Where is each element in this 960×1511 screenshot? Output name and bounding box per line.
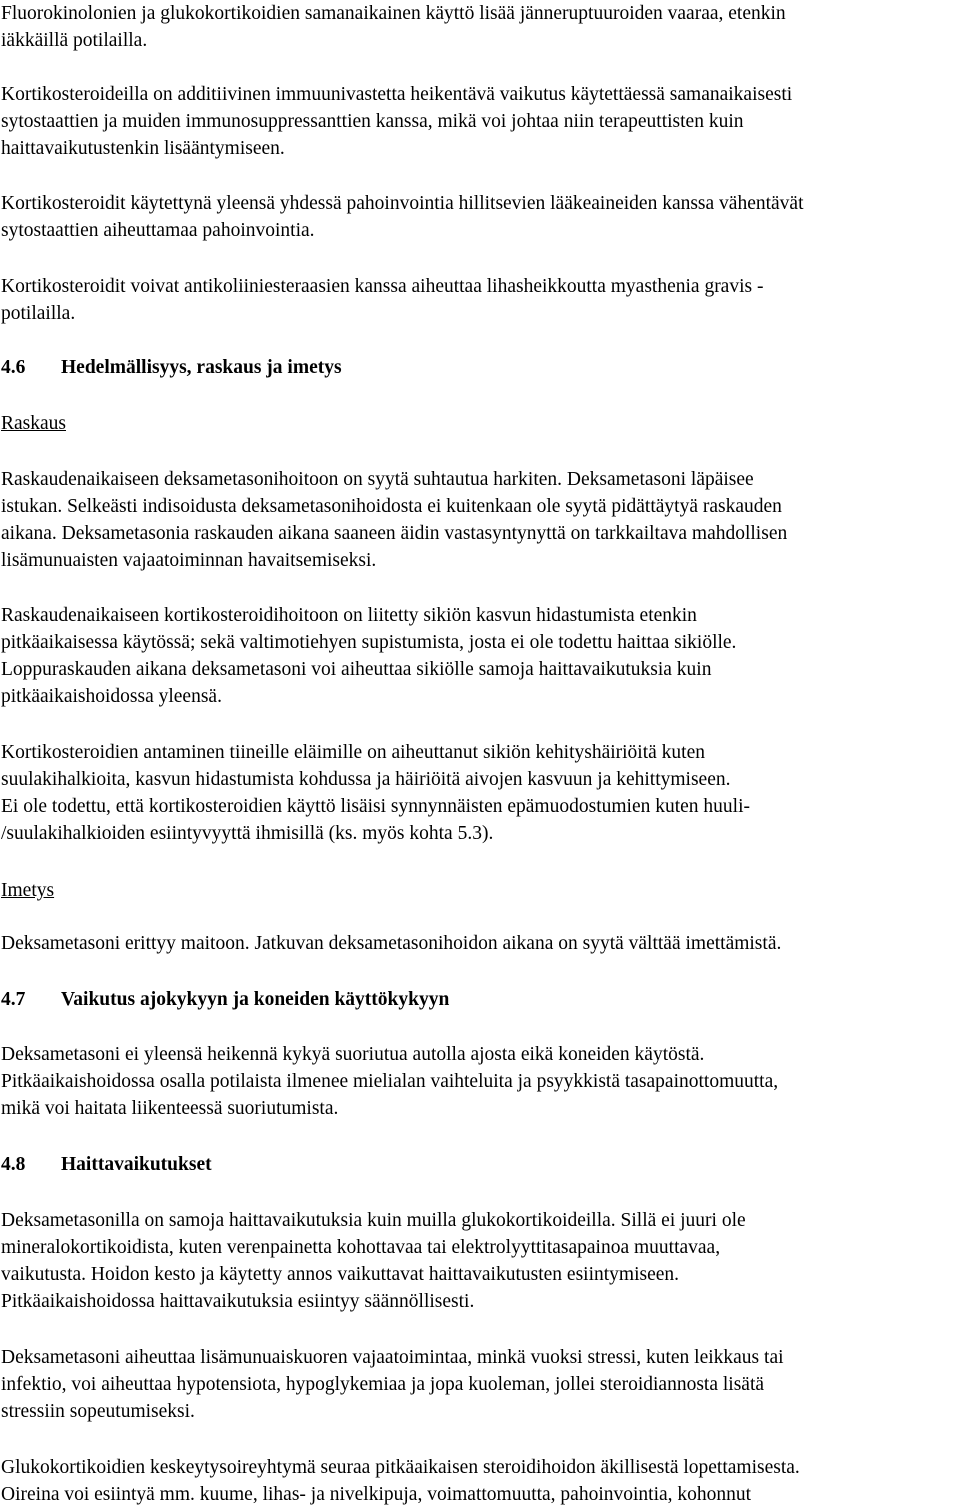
text-line: Kortikosteroidit käytettynä yleensä yhdessä pahoinvointia hillitsevien lääkeaineiden kanssa vähentävät: [1, 193, 804, 214]
section-heading-4-6: [1, 354, 951, 381]
text-line: Pitkäaikaishoidossa haittavaikutuksia esiintyy säännöllisesti.: [1, 1291, 475, 1312]
paragraph-myasthenia: [1, 273, 951, 327]
text-line: Raskaudenaikaiseen deksametasonihoitoon on syytä suhtautua harkiten. Deksametasoni läpäisee: [1, 469, 754, 490]
section-number: 4.8: [1, 1154, 26, 1175]
paragraph-raskaus-1: [1, 466, 951, 574]
text-line: iäkkäillä potilailla.: [1, 30, 148, 51]
text-line: Fluorokinolonien ja glukokortikoidien samanaikainen käyttö lisää jänneruptuuroiden vaaraa, etenkin: [1, 3, 786, 24]
text-line: lisämunuaisten vajaatoiminnan havaitsemiseksi.: [1, 550, 377, 571]
text-line: aikana. Deksametasonia raskauden aikana saaneen äidin vastasyntynyttä on tarkkailtava mahdollisen: [1, 523, 788, 544]
paragraph-raskaus-2: [1, 602, 951, 710]
text-line: sytostaattien aiheuttamaa pahoinvointia.: [1, 220, 315, 241]
text-line: Deksametasonilla on samoja haittavaikutuksia kuin muilla glukokortikoideilla. Sillä ei juuri ole: [1, 1210, 746, 1231]
section-title: Vaikutus ajokykyyn ja koneiden käyttökykyyn: [61, 989, 450, 1010]
text-line: istukan. Selkeästi indisoidusta deksametasonihoidosta ei kuitenkaan ole syytä pidättäytyä raskauden: [1, 496, 782, 517]
section-heading-4-8: [1, 1151, 951, 1178]
section-number: 4.7: [1, 989, 26, 1010]
text-line: sytostaattien ja muiden immunosuppressanttien kanssa, mikä voi johtaa niin terapeuttisten kuin: [1, 111, 744, 132]
text-line: Loppuraskauden aikana deksametasoni voi aiheuttaa sikiölle samoja haittavaikutuksia kuin: [1, 659, 712, 680]
paragraph-imetys: [1, 930, 951, 957]
text-line: Raskaudenaikaiseen kortikosteroidihoitoon on liitetty sikiön kasvun hidastumista etenkin: [1, 605, 697, 626]
subheading-imetys: Imetys: [1, 880, 55, 901]
text-line: Kortikosteroideilla on additiivinen immuunivastetta heikentävä vaikutus käytettäessä samanaikaisesti: [1, 84, 793, 105]
text-line: Kortikosteroidien antaminen tiineille eläimille on aiheuttanut sikiön kehityshäiriöitä kuten: [1, 742, 705, 763]
text-line: suulakihalkioita, kasvun hidastumista kohdussa ja häiriöitä aivojen kasvuun ja kehittymiseen.: [1, 769, 731, 790]
section-heading-4-7: [1, 986, 951, 1013]
paragraph-haittavaikutukset-1: [1, 1207, 951, 1315]
paragraph-immuunivaste: [1, 81, 951, 162]
paragraph-fluorokinolonit: [1, 0, 951, 54]
text-line: mikä voi haitata liikenteessä suoriutumista.: [1, 1098, 339, 1119]
text-line: stressiin sopeutumiseksi.: [1, 1401, 195, 1422]
text-line: pitkäaikaishoidossa yleensä.: [1, 686, 222, 707]
paragraph-lisamunuainen: [1, 1344, 951, 1425]
text-line: mineralokortikoidista, kuten verenpainetta kohottavaa tai elektrolyyttitasapainoa muuttavaa,: [1, 1237, 721, 1258]
paragraph-ajokyky: [1, 1041, 951, 1122]
paragraph-keskeytysoireyhtyma: [1, 1454, 951, 1508]
text-line: potilailla.: [1, 303, 76, 324]
text-line: pitkäaikaisessa käytössä; sekä valtimotiehyen supistumista, josta ei ole todettu haittaa sikiölle.: [1, 632, 737, 653]
text-line: Deksametasoni ei yleensä heikennä kykyä suoriutua autolla ajosta eikä koneiden käytöstä.: [1, 1044, 705, 1065]
text-line: Deksametasoni erittyy maitoon. Jatkuvan deksametasonihoidon aikana on syytä välttää imettämistä.: [1, 933, 782, 954]
text-line: vaikutusta. Hoidon kesto ja käytetty annos vaikuttavat haittavaikutusten esiintymiseen.: [1, 1264, 680, 1285]
text-line: Kortikosteroidit voivat antikoliiniesteraasien kanssa aiheuttaa lihasheikkoutta myasthenia gravis -: [1, 276, 764, 297]
text-line: /suulakihalkioiden esiintyvyyttä ihmisillä (ks. myös kohta 5.3).: [1, 823, 494, 844]
text-line: Deksametasoni aiheuttaa lisämunuaiskuoren vajaatoimintaa, minkä vuoksi stressi, kuten leikkaus tai: [1, 1347, 784, 1368]
text-line: infektio, voi aiheuttaa hypotensiota, hypoglykemiaa ja jopa kuoleman, jollei steroidiannosta lisätä: [1, 1374, 765, 1395]
paragraph-elainkokeet: [1, 739, 951, 847]
text-line: Ei ole todettu, että kortikosteroidien käyttö lisäisi synnynnäisten epämuodostumien kuten huuli-: [1, 796, 750, 817]
text-line: haittavaikutustenkin lisääntymiseen.: [1, 138, 285, 159]
text-line: Oireina voi esiintyä mm. kuume, lihas- ja nivelkipuja, voimattomuutta, pahoinvointia, kohonnut: [1, 1484, 752, 1505]
section-title: Haittavaikutukset: [61, 1154, 212, 1175]
text-line: Glukokortikoidien keskeytysoireyhtymä seuraa pitkäaikaisen steroidihoidon äkillisestä lopettamisesta.: [1, 1457, 800, 1478]
section-number: 4.6: [1, 357, 26, 378]
subheading-raskaus: Raskaus: [1, 413, 66, 434]
text-line: Pitkäaikaishoidossa osalla potilaista ilmenee mielialan vaihteluita ja psyykkistä tasapainottomuutta,: [1, 1071, 779, 1092]
paragraph-pahoinvointi: [1, 190, 951, 244]
section-title: Hedelmällisyys, raskaus ja imetys: [61, 357, 342, 378]
